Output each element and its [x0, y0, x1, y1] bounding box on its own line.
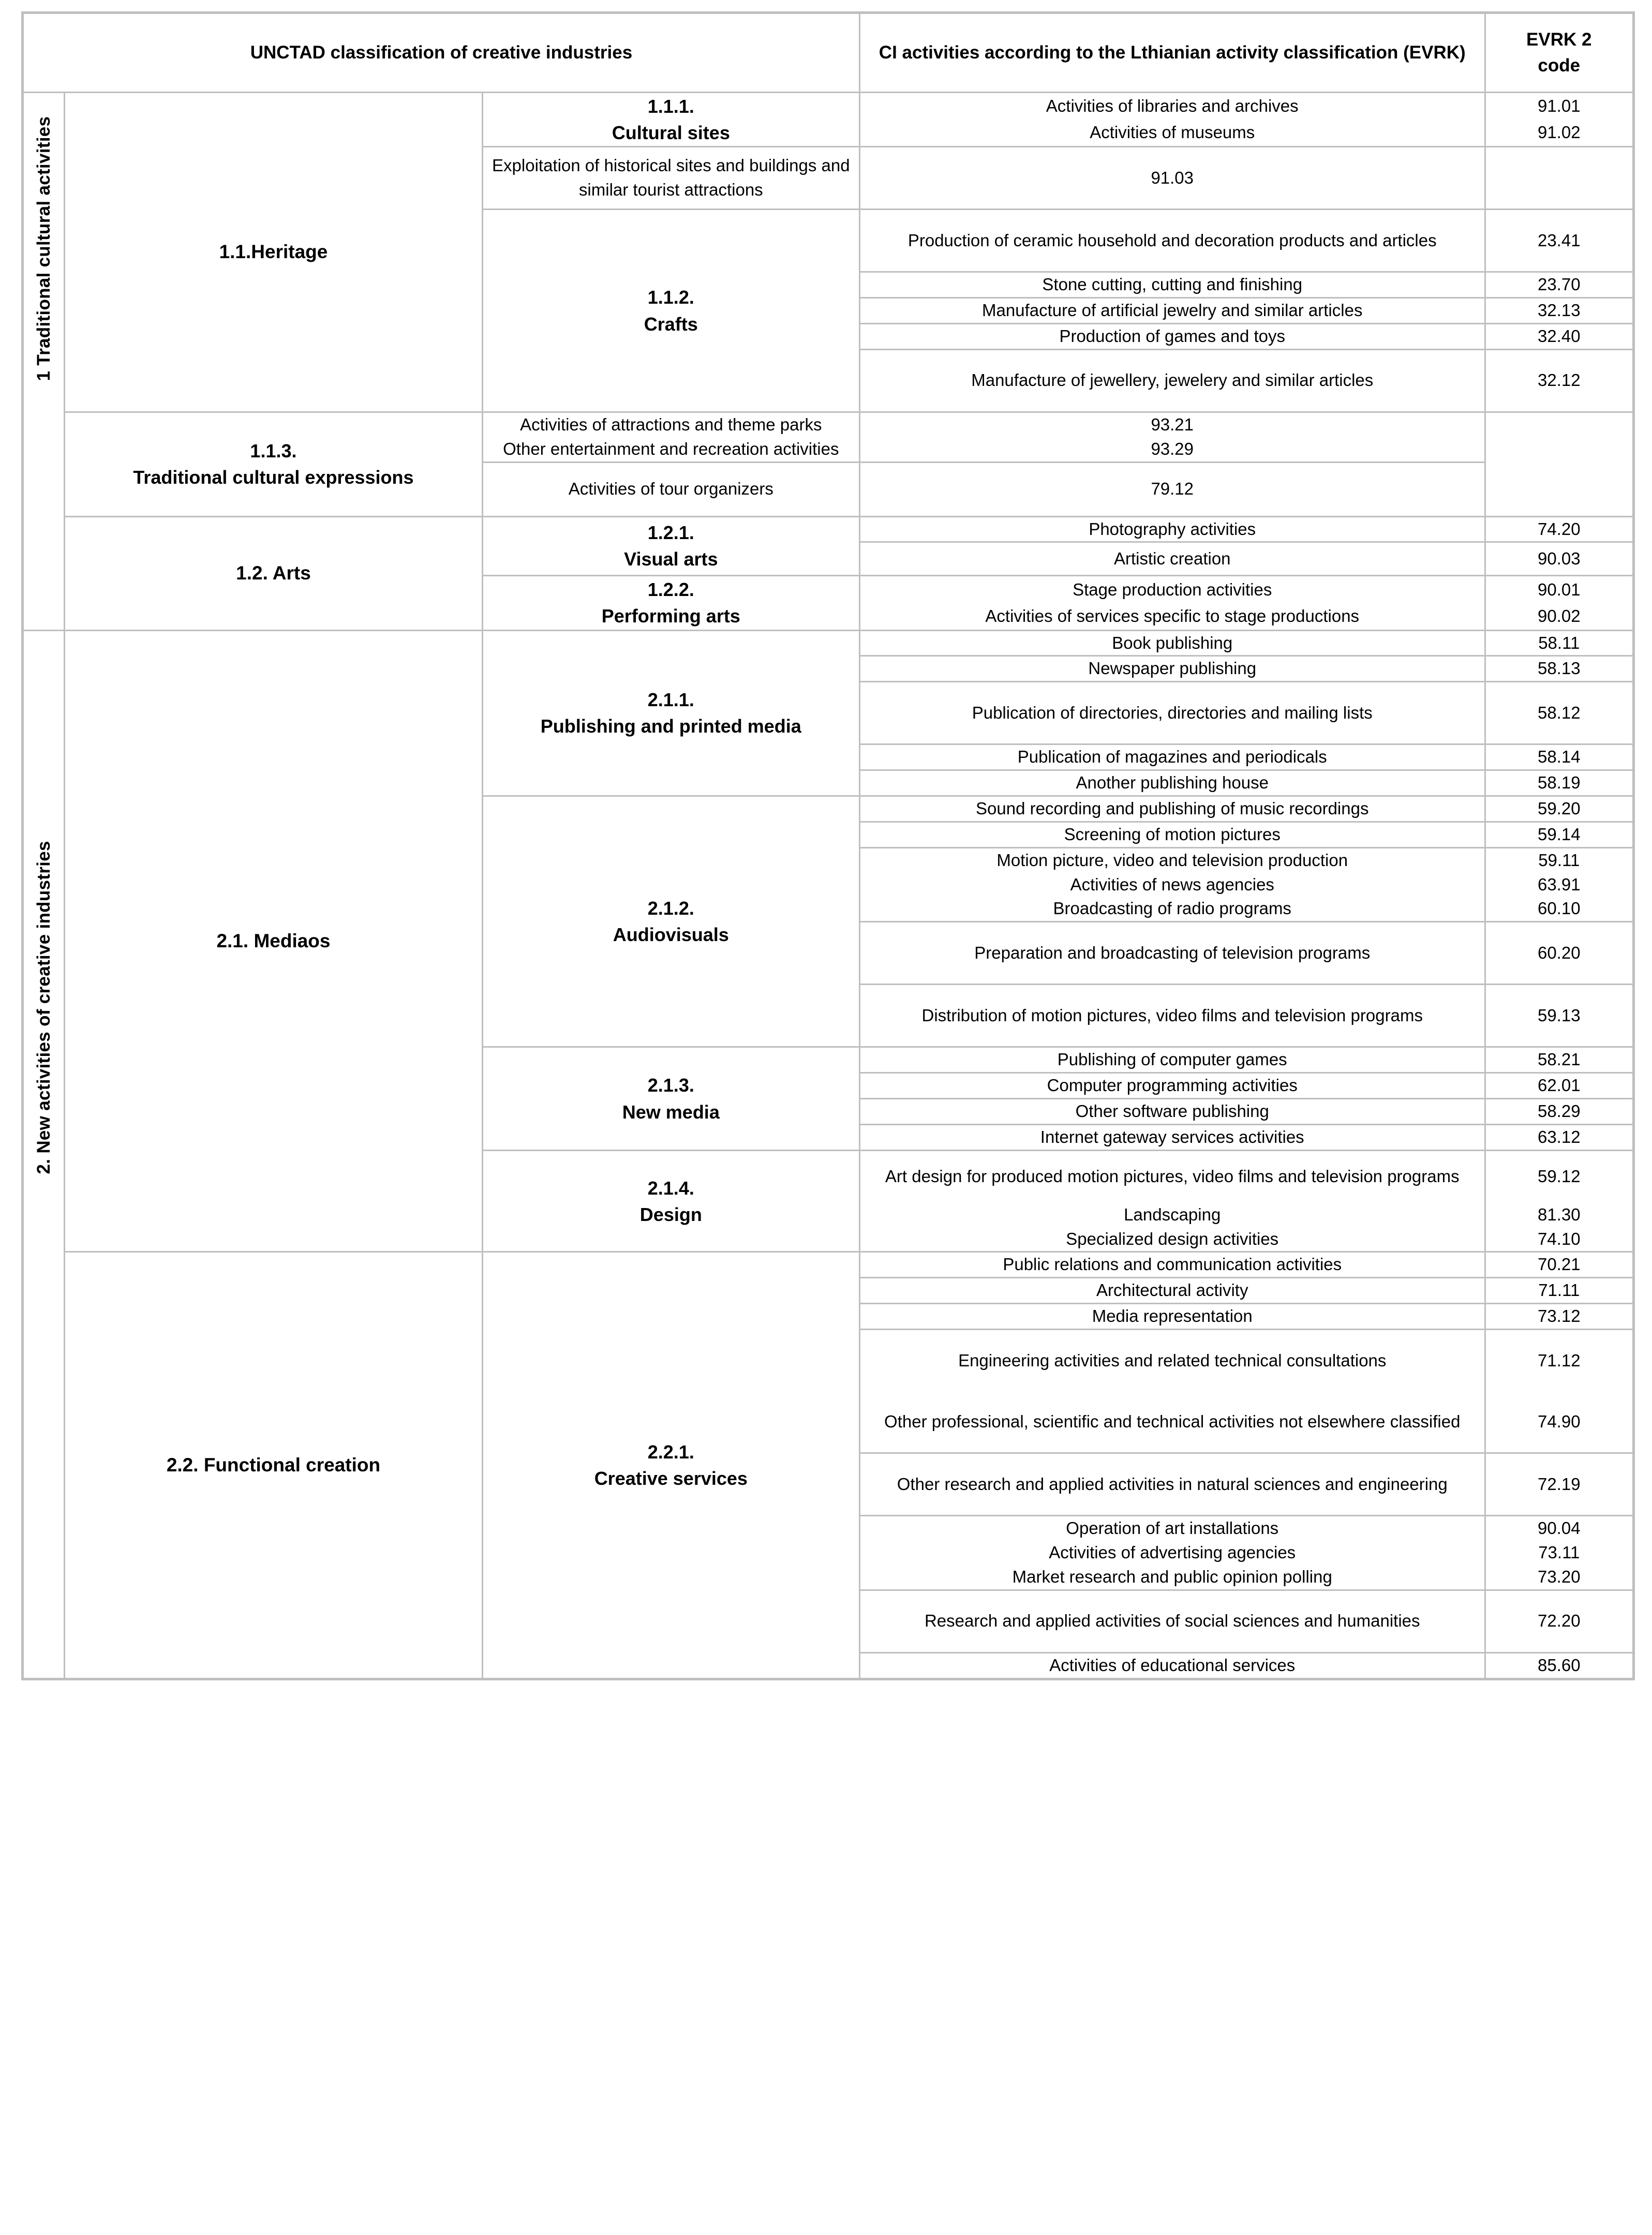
level2-audiovisuals-name: Audiovisuals: [613, 924, 729, 946]
activity-cell: Activities of libraries and archives: [859, 93, 1485, 120]
evrk-code-cell: 58.14: [1485, 744, 1633, 770]
activity-cell: Sound recording and publishing of music recordings: [859, 796, 1485, 822]
activity-cell: Other research and applied activities in natural sciences and engineering: [859, 1453, 1485, 1516]
activity-cell: Activities of tour organizers: [482, 462, 859, 516]
activity-cell: Internet gateway services activities: [859, 1124, 1485, 1150]
evrk-code-cell: 23.41: [1485, 210, 1633, 272]
header-unctad-classification: UNCTAD classification of creative industries: [23, 13, 860, 93]
level2-tce-name: Traditional cultural expressions: [133, 467, 414, 488]
activity-cell: Motion picture, video and television production: [859, 847, 1485, 872]
group-label-text: 1 Traditional cultural activities: [33, 116, 54, 381]
level2-new-media-name: New media: [622, 1101, 720, 1123]
evrk-code-cell: 90.04: [1485, 1516, 1633, 1541]
evrk-code-cell: 59.13: [1485, 985, 1633, 1047]
activity-cell: Landscaping: [859, 1203, 1485, 1227]
evrk-code-cell: 59.12: [1485, 1150, 1633, 1203]
activity-cell: Other professional, scientific and technical activities not elsewhere classified: [859, 1391, 1485, 1453]
evrk-code-cell: 70.21: [1485, 1252, 1633, 1278]
evrk-code-cell: 91.03: [859, 147, 1485, 210]
level2-visual-arts-number: 1.2.1.: [647, 522, 694, 544]
level2-design: [482, 1150, 859, 1252]
evrk-code-cell: 58.29: [1485, 1099, 1633, 1125]
header-evrk-line1: EVRK 2: [1526, 29, 1592, 50]
level2-creative-services: [482, 1252, 859, 1679]
evrk-code-cell: 58.12: [1485, 682, 1633, 744]
table-row: [23, 412, 1634, 437]
level2-new-media-number: 2.1.3.: [647, 1075, 694, 1096]
evrk-code-cell: 63.12: [1485, 1124, 1633, 1150]
activity-cell: Activities of educational services: [859, 1652, 1485, 1679]
evrk-code-cell: 58.13: [1485, 656, 1633, 682]
level2-cultural-sites-number: 1.1.1.: [647, 96, 694, 117]
activity-cell: Media representation: [859, 1304, 1485, 1330]
evrk-code-cell: 32.40: [1485, 323, 1633, 349]
evrk-code-cell: 32.13: [1485, 298, 1633, 324]
evrk-code-cell: 60.20: [1485, 922, 1633, 985]
level2-traditional-cultural-expressions: [65, 412, 482, 516]
activity-cell: Art design for produced motion pictures, video films and television programs: [859, 1150, 1485, 1203]
activity-cell: Photography activities: [859, 516, 1485, 542]
level2-cultural-sites-name: Cultural sites: [612, 122, 730, 144]
level2-design-number: 2.1.4.: [647, 1177, 694, 1199]
activity-cell: Publication of magazines and periodicals: [859, 744, 1485, 770]
activity-cell: Broadcasting of radio programs: [859, 897, 1485, 921]
activity-cell: Market research and public opinion polling: [859, 1565, 1485, 1590]
evrk-code-cell: 74.20: [1485, 516, 1633, 542]
level2-design-name: Design: [639, 1203, 702, 1225]
level2-audiovisuals-number: 2.1.2.: [647, 898, 694, 919]
activity-cell: Public relations and communication activities: [859, 1252, 1485, 1278]
activity-cell: Operation of art installations: [859, 1516, 1485, 1541]
level2-crafts-number: 1.1.2.: [647, 287, 694, 308]
level1-functional-creation: 2.2. Functional creation: [65, 1252, 482, 1679]
activity-cell: Production of games and toys: [859, 323, 1485, 349]
evrk-code-cell: 90.03: [1485, 542, 1633, 576]
group-label-text: 2. New activities of creative industries: [33, 841, 54, 1174]
activity-cell: Production of ceramic household and decoration products and articles: [859, 210, 1485, 272]
level2-visual-arts: [482, 516, 859, 576]
header-evrk-line2: code: [1538, 55, 1581, 76]
evrk-code-cell: 81.30: [1485, 1203, 1633, 1227]
level2-crafts: [482, 210, 859, 412]
evrk-code-cell: 62.01: [1485, 1073, 1633, 1099]
level2-new-media: [482, 1047, 859, 1150]
activity-cell: Other entertainment and recreation activities: [482, 437, 859, 462]
evrk-code-cell: 73.11: [1485, 1541, 1633, 1565]
level2-crafts-name: Crafts: [644, 313, 698, 335]
evrk-code-cell: 32.12: [1485, 349, 1633, 412]
header-evrk-code: [1485, 13, 1633, 93]
level1-heritage-number: 1.1.: [219, 241, 251, 263]
activity-cell: Screening of motion pictures: [859, 822, 1485, 847]
table-row: [23, 1252, 1634, 1278]
evrk-code-cell: 59.11: [1485, 847, 1633, 872]
evrk-code-cell: 93.21: [859, 412, 1485, 437]
evrk-code-cell: 91.01: [1485, 93, 1633, 120]
evrk-code-cell: 79.12: [859, 462, 1485, 516]
evrk-code-cell: 58.11: [1485, 630, 1633, 656]
evrk-code-cell: 72.19: [1485, 1453, 1633, 1516]
table-row: [23, 630, 1634, 656]
header-ci-activities: CI activities according to the Lthianian activity classification (EVRK): [859, 13, 1485, 93]
activity-cell: Activities of services specific to stage productions: [859, 603, 1485, 630]
activity-cell: Exploitation of historical sites and buildings and similar tourist attractions: [482, 147, 859, 210]
evrk-code-cell: 59.14: [1485, 822, 1633, 847]
level2-performing-arts-name: Performing arts: [601, 605, 740, 627]
evrk-code-cell: 71.12: [1485, 1330, 1633, 1392]
activity-cell: Stage production activities: [859, 576, 1485, 603]
level2-creative-services-number: 2.2.1.: [647, 1441, 694, 1463]
activity-cell: Manufacture of artificial jewelry and similar articles: [859, 298, 1485, 324]
evrk-code-cell: 73.20: [1485, 1565, 1633, 1590]
level2-cultural-sites: [482, 93, 859, 147]
activity-cell: Another publishing house: [859, 770, 1485, 796]
creative-industries-classification-table: [21, 11, 1635, 1680]
evrk-code-cell: 72.20: [1485, 1590, 1633, 1652]
evrk-code-cell: 74.90: [1485, 1391, 1633, 1453]
activity-cell: Activities of museums: [859, 120, 1485, 147]
evrk-code-cell: 60.10: [1485, 897, 1633, 921]
activity-cell: Book publishing: [859, 630, 1485, 656]
group-label-traditional-cultural-activities: [23, 93, 65, 631]
group-label-new-activities-creative-industries: [23, 630, 65, 1679]
table-row: [23, 516, 1634, 542]
activity-cell: Architectural activity: [859, 1278, 1485, 1304]
activity-cell: Publishing of computer games: [859, 1047, 1485, 1073]
level2-creative-services-name: Creative services: [594, 1467, 748, 1489]
activity-cell: Activities of attractions and theme parks: [482, 412, 859, 437]
activity-cell: Activities of advertising agencies: [859, 1541, 1485, 1565]
evrk-code-cell: 23.70: [1485, 272, 1633, 298]
evrk-code-cell: 74.10: [1485, 1227, 1633, 1252]
level2-audiovisuals: [482, 796, 859, 1047]
activity-cell: Manufacture of jewellery, jewelery and similar articles: [859, 349, 1485, 412]
level1-heritage: [65, 93, 482, 412]
level1-arts: 1.2. Arts: [65, 516, 482, 630]
level1-heritage-name: Heritage: [251, 241, 328, 263]
level2-tce-number: 1.1.3.: [250, 440, 297, 462]
level2-ppm-name: Publishing and printed media: [540, 716, 801, 737]
evrk-code-cell: 73.12: [1485, 1304, 1633, 1330]
evrk-code-cell: 59.20: [1485, 796, 1633, 822]
activity-cell: Newspaper publishing: [859, 656, 1485, 682]
activity-cell: Computer programming activities: [859, 1073, 1485, 1099]
activity-cell: Stone cutting, cutting and finishing: [859, 272, 1485, 298]
activity-cell: Artistic creation: [859, 542, 1485, 576]
evrk-code-cell: 90.01: [1485, 576, 1633, 603]
table-header-row: [23, 13, 1634, 93]
evrk-code-cell: 58.21: [1485, 1047, 1633, 1073]
evrk-code-cell: 85.60: [1485, 1652, 1633, 1679]
evrk-code-cell: 93.29: [859, 437, 1485, 462]
activity-cell: Activities of news agencies: [859, 873, 1485, 897]
activity-cell: Engineering activities and related technical consultations: [859, 1330, 1485, 1392]
evrk-code-cell: 91.02: [1485, 120, 1633, 147]
level2-publishing-printed-media: [482, 630, 859, 796]
level2-performing-arts-number: 1.2.2.: [647, 579, 694, 601]
activity-cell: Research and applied activities of social sciences and humanities: [859, 1590, 1485, 1652]
level2-performing-arts: [482, 576, 859, 630]
activity-cell: Distribution of motion pictures, video films and television programs: [859, 985, 1485, 1047]
level1-mediaos: 2.1. Mediaos: [65, 630, 482, 1252]
table-row: [23, 93, 1634, 120]
activity-cell: Preparation and broadcasting of television programs: [859, 922, 1485, 985]
level2-ppm-number: 2.1.1.: [647, 689, 694, 711]
activity-cell: Publication of directories, directories and mailing lists: [859, 682, 1485, 744]
level2-visual-arts-name: Visual arts: [624, 548, 718, 570]
activity-cell: Other software publishing: [859, 1099, 1485, 1125]
activity-cell: Specialized design activities: [859, 1227, 1485, 1252]
evrk-code-cell: 63.91: [1485, 873, 1633, 897]
evrk-code-cell: 90.02: [1485, 603, 1633, 630]
evrk-code-cell: 71.11: [1485, 1278, 1633, 1304]
evrk-code-cell: 58.19: [1485, 770, 1633, 796]
